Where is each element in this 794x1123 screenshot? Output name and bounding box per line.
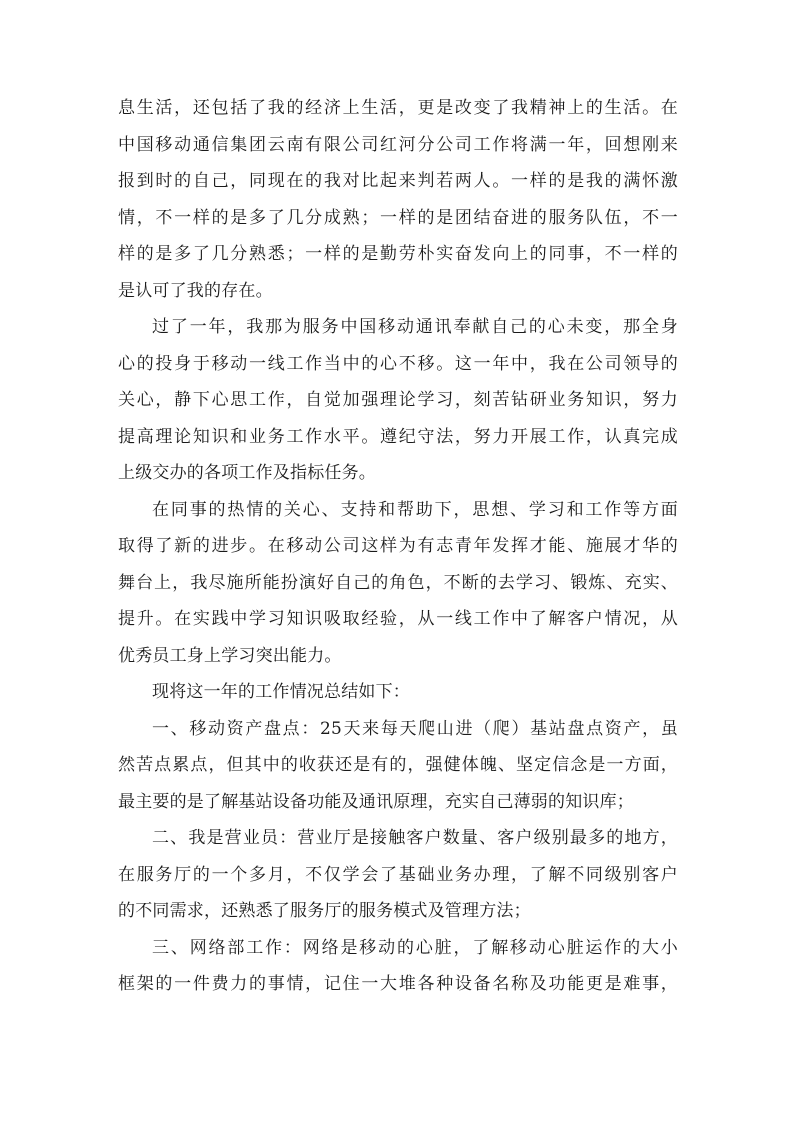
text-line: 在服务厅的一个多月，不仅学会了基础业务办理，了解不同级别客户 (118, 864, 678, 885)
text-line: 上级交办的各项工作及指标任务。 (118, 463, 376, 483)
text-line: 样的是多了几分熟悉；一样的是勤劳朴实奋发向上的同事，不一样的 (118, 244, 678, 264)
text-line: 最主要的是了解基站设备功能及通讯原理，充实自己薄弱的知识库； (118, 791, 634, 812)
paragraph-start-line: 二、我是营业员：营业厅是接触客户数量、客户级别最多的地方， (152, 828, 678, 848)
paragraph-start-line: 在同事的热情的关心、支持和帮助下，思想、学习和工作等方面 (152, 499, 678, 520)
text-line: 优秀员工身上学习突出能力。 (118, 645, 342, 666)
text-line: 报到时的自己，同现在的我对比起来判若两人。一样的是我的满怀激 (118, 171, 678, 191)
paragraph-start-line: 过了一年，我那为服务中国移动通讯奉献自己的心未变，那全身 (152, 317, 678, 337)
text-line: 中国移动通信集团云南有限公司红河分公司工作将满一年，回想刚来 (118, 134, 678, 155)
text-line: 情，不一样的是多了几分成熟；一样的是团结奋进的服务队伍，不一 (118, 207, 678, 228)
text-line: 关心，静下心思工作，自觉加强理论学习，刻苦钻研业务知识，努力 (118, 390, 678, 410)
text-line: 提高理论知识和业务工作水平。遵纪守法，努力开展工作，认真完成 (118, 426, 678, 447)
text-line: 舞台上，我尽施所能扮演好自己的角色，不断的去学习、锻炼、充实、 (118, 572, 678, 593)
text-line: 是认可了我的存在。 (118, 280, 273, 301)
paragraph-start-line: 现将这一年的工作情况总结如下： (152, 682, 410, 702)
text-line: 取得了新的进步。在移动公司这样为有志青年发挥才能、施展才华的 (118, 536, 678, 556)
text-line: 的不同需求，还熟悉了服务厅的服务模式及管理方法； (118, 901, 531, 921)
text-line: 心的投身于移动一线工作当中的心不移。这一年中，我在公司领导的 (118, 353, 678, 374)
paragraph-start-line: 三、网络部工作：网络是移动的心脏，了解移动心脏运作的大小 (152, 937, 678, 958)
text-line: 提升。在实践中学习知识吸取经验，从一线工作中了解客户情况，从 (118, 609, 678, 629)
body-text (118, 90, 678, 1003)
paragraph-start-line: 一、移动资产盘点：25天来每天爬山进（爬）基站盘点资产，虽 (152, 718, 678, 739)
text-line: 框架的一件费力的事情，记住一大堆各种设备名称及功能更是难事， (118, 974, 678, 994)
text-line: 然苦点累点，但其中的收获还是有的，强健体魄、坚定信念是一方面， (118, 755, 678, 775)
text-line: 息生活，还包括了我的经济上生活，更是改变了我精神上的生活。在 (118, 98, 678, 118)
